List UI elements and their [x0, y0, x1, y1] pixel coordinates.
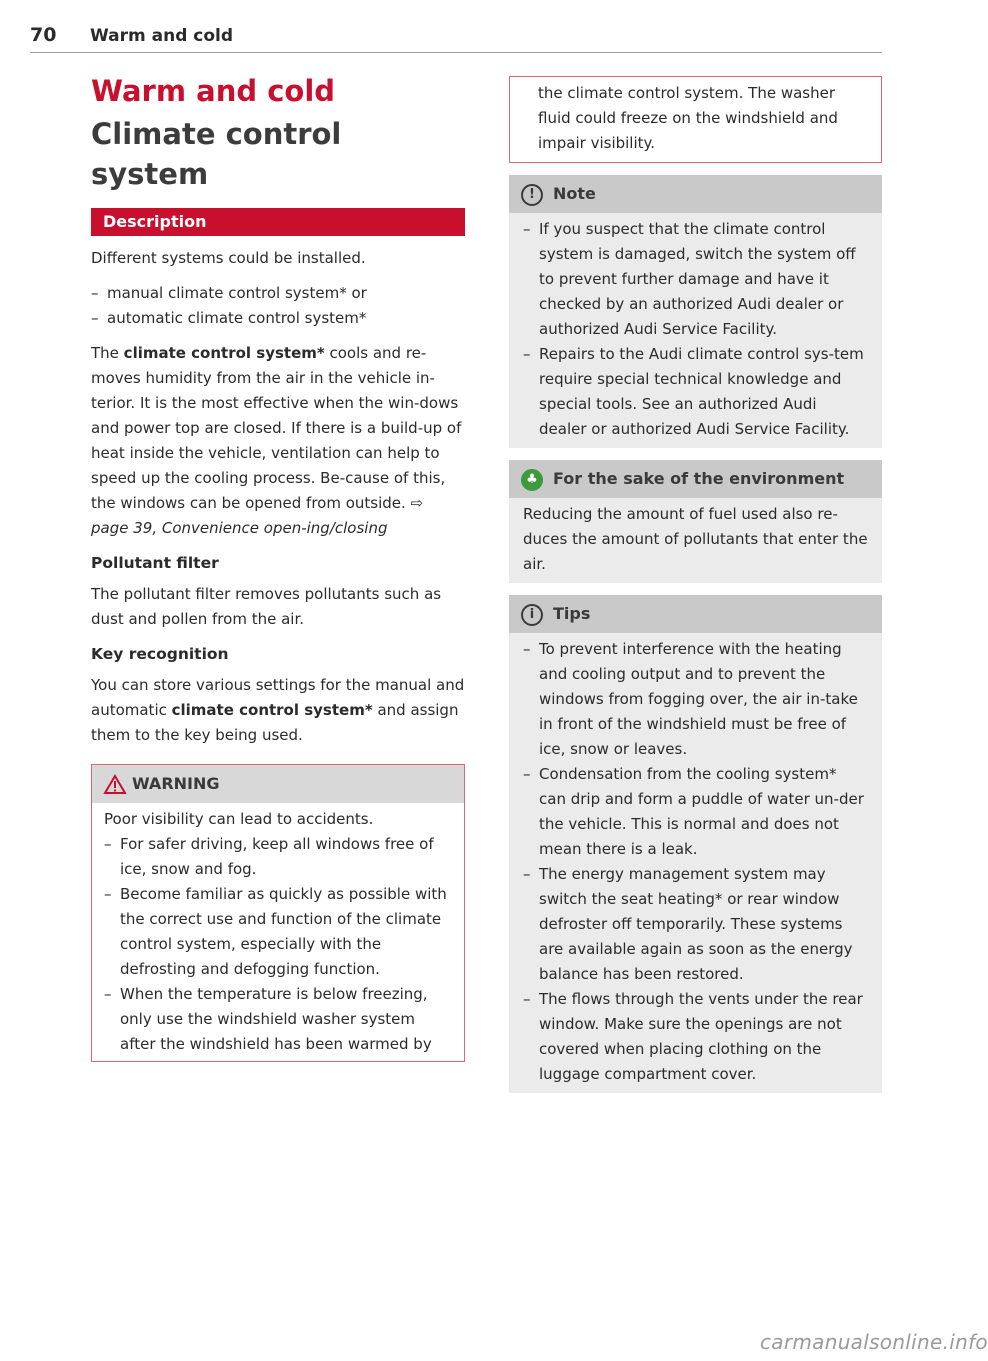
list-item: – manual climate control system* or — [91, 281, 465, 306]
right-column — [509, 76, 882, 1093]
list-item: – Repairs to the Audi climate control sys-tem require special technical knowledge and special tools. See an authorized Audi dealer or authorized Audi Service Facility. — [523, 342, 868, 442]
environment-title: For the sake of the environment — [553, 469, 845, 488]
systems-list — [91, 281, 465, 331]
info-icon: i — [521, 604, 543, 626]
watermark: carmanualsonline.info — [760, 1330, 988, 1354]
key-text: You can store various settings for the manual and automatic climate control system* and assign them to the key being used. — [91, 676, 465, 744]
tips-title: Tips — [553, 604, 591, 623]
climate-paragraph: The climate control system* cools and re-moves humidity from the air in the vehicle in-terior. It is the most effective when the win-dows and power top are closed. If there is a build-up of heat inside the vehicle, ventilation can help to speed up the cooling process. Be-cause of this, the windows can be opened from outside. ⇨ page 39, Convenience open-ing/closing — [91, 344, 462, 537]
warning-continuation: the climate control system. The washer fluid could freeze on the windshield and impair visibility. — [509, 76, 882, 163]
list-item: – automatic climate control system* — [91, 306, 465, 331]
tips-box — [509, 595, 882, 1093]
list-item: – The energy management system may switch the seat heating* or rear window defroster off temporarily. These systems are available again as soon as the energy balance has been restored. — [523, 862, 868, 987]
note-icon: ! — [521, 184, 543, 206]
warning-icon — [104, 775, 126, 794]
pollutant-heading: Pollutant filter — [91, 554, 219, 572]
running-head: Warm and cold — [90, 26, 234, 46]
list-item: – To prevent interference with the heating and cooling output and to prevent the windows from fogging over, the air in-take in front of the windshield must be free of ice, snow or leaves. — [523, 637, 868, 762]
list-item: – Condensation from the cooling system* can drip and form a puddle of water un-der the vehicle. This is normal and does not mean there is a leak. — [523, 762, 868, 862]
page-reference-link[interactable]: ⇨ page 39, Convenience open-ing/closing — [91, 494, 424, 537]
section-title: Climate control system — [91, 117, 342, 191]
intro-text: Different systems could be installed. — [91, 249, 366, 267]
warning-list — [104, 832, 452, 1057]
list-item: – If you suspect that the climate control system is damaged, switch the system off to prevent further damage and have it checked by an authorized Audi dealer or authorized Audi Service Facility. — [523, 217, 868, 342]
list-item: – For safer driving, keep all windows free of ice, snow and fog. — [104, 832, 452, 882]
warning-box — [91, 764, 465, 1062]
page-number: 70 — [30, 24, 57, 46]
pollutant-text: The pollutant filter removes pollutants such as dust and pollen from the air. — [91, 585, 442, 628]
bold-term: climate control system* — [123, 344, 325, 362]
warning-header — [92, 765, 464, 803]
environment-text: Reducing the amount of fuel used also re-duces the amount of pollutants that enter the air. — [523, 505, 868, 573]
note-box — [509, 175, 882, 448]
note-title: Note — [553, 184, 596, 203]
chapter-title: Warm and cold — [91, 74, 336, 108]
page-header — [30, 22, 882, 53]
description-bar: Description — [91, 208, 465, 236]
list-item: – Become familiar as quickly as possible with the correct use and function of the climate control system, especially with the defrosting and defogging function. — [104, 882, 452, 982]
warning-title: WARNING — [132, 774, 220, 793]
list-item: – The flows through the vents under the rear window. Make sure the openings are not covered when placing clothing on the luggage compartment cover. — [523, 987, 868, 1087]
warning-intro: Poor visibility can lead to accidents. — [104, 810, 374, 828]
key-heading: Key recognition — [91, 645, 229, 663]
left-column — [91, 72, 465, 1062]
list-item: – When the temperature is below freezing, only use the windshield washer system after the windshield has been warmed by — [104, 982, 452, 1057]
environment-box — [509, 460, 882, 583]
note-list — [523, 217, 868, 442]
leaf-icon: ♣ — [521, 469, 543, 491]
tips-list — [523, 637, 868, 1087]
